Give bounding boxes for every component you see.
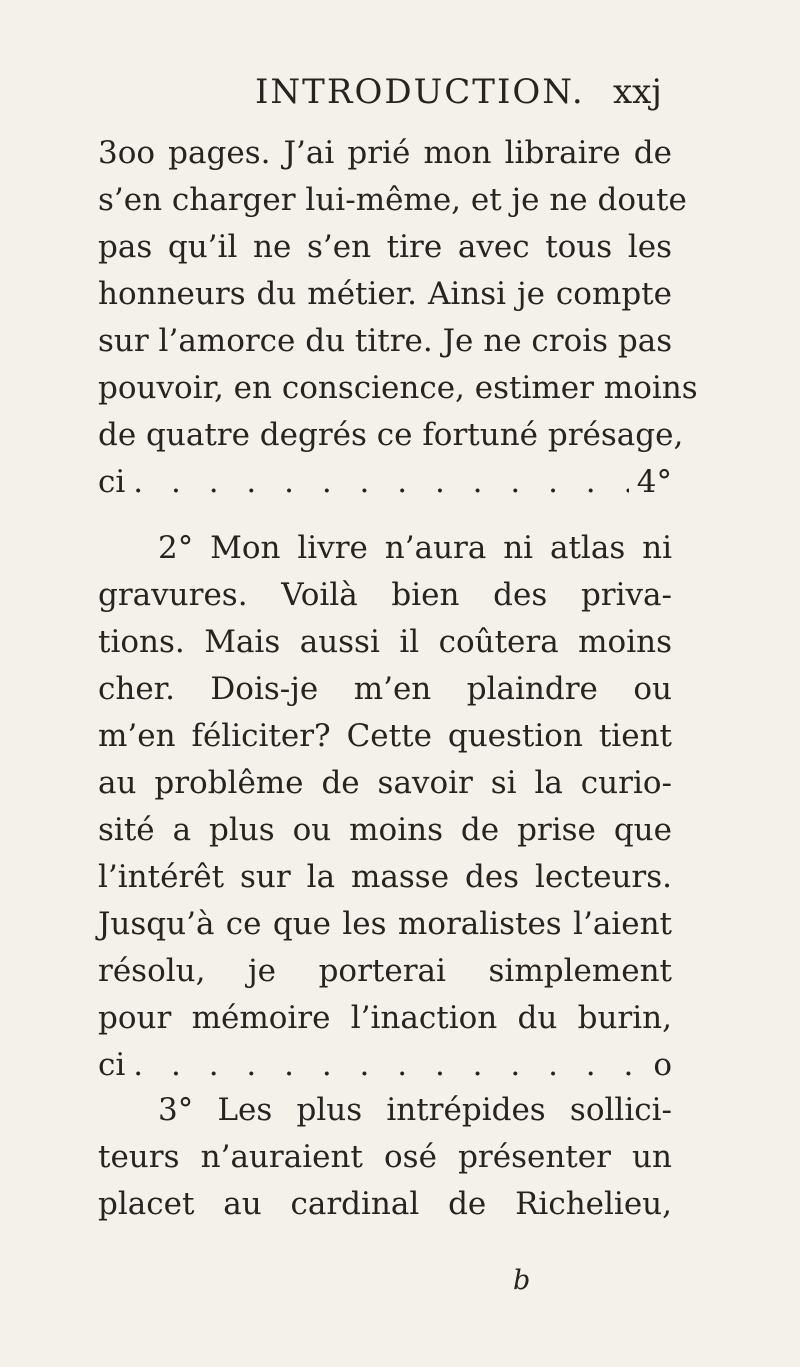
text-line: 2° Mon livre n’aura ni atlas ni xyxy=(158,530,672,566)
text-line: teurs n’auraient osé présenter un xyxy=(98,1139,672,1175)
text-line: pouvoir, en conscience, estimer moins xyxy=(98,370,698,406)
text-line: sité a plus ou moins de prise que xyxy=(98,812,672,848)
text-line: s’en charger lui-même, et je ne doute xyxy=(98,182,687,218)
text-line: 3oo pages. J’ai prié mon libraire de xyxy=(98,135,672,171)
paragraph-2 xyxy=(98,525,672,1089)
text-line: pour mémoire l’inaction du burin, xyxy=(98,1000,672,1036)
text-line: l’intérêt sur la masse des lecteurs. xyxy=(98,859,672,895)
text-line: gravures. Voilà bien des priva- xyxy=(98,577,672,613)
text-line: résolu, je porterai simplement xyxy=(98,953,672,989)
text-line: placet au cardinal de Richelieu, xyxy=(98,1186,672,1222)
leader-value: o xyxy=(653,1047,672,1083)
dot-leader-line xyxy=(98,459,672,506)
signature-mark: b xyxy=(513,1265,531,1296)
text-line: 3° Les plus intrépides sollici- xyxy=(158,1092,672,1128)
text-line: Jusqu’à ce que les moralistes l’aient xyxy=(98,906,672,942)
leader-label: ci xyxy=(98,1047,126,1083)
dot-leader-line xyxy=(98,1042,672,1089)
text-line: tions. Mais aussi il coûtera moins xyxy=(98,624,672,660)
text-line: pas qu’il ne s’en tire avec tous les xyxy=(98,229,672,265)
leader-dots xyxy=(133,1042,645,1089)
leader-label: ci xyxy=(98,464,126,500)
text-line: honneurs du métier. Ainsi je compte xyxy=(98,276,672,312)
text-line: au problême de savoir si la curio- xyxy=(98,765,672,801)
text-line: de quatre degrés ce fortuné présage, xyxy=(98,417,684,453)
page-folio: xxj xyxy=(613,72,662,112)
leader-dots xyxy=(133,459,628,506)
text-line: cher. Dois-je m’en plaindre ou xyxy=(98,671,672,707)
text-line: sur l’amorce du titre. Je ne crois pas xyxy=(98,323,673,359)
leader-value: 4° xyxy=(636,464,672,500)
running-header: INTRODUCTION. xyxy=(255,72,585,112)
paragraph-1 xyxy=(98,130,698,506)
text-line: m’en féliciter? Cette question tient xyxy=(98,718,672,754)
paragraph-3 xyxy=(98,1087,672,1228)
